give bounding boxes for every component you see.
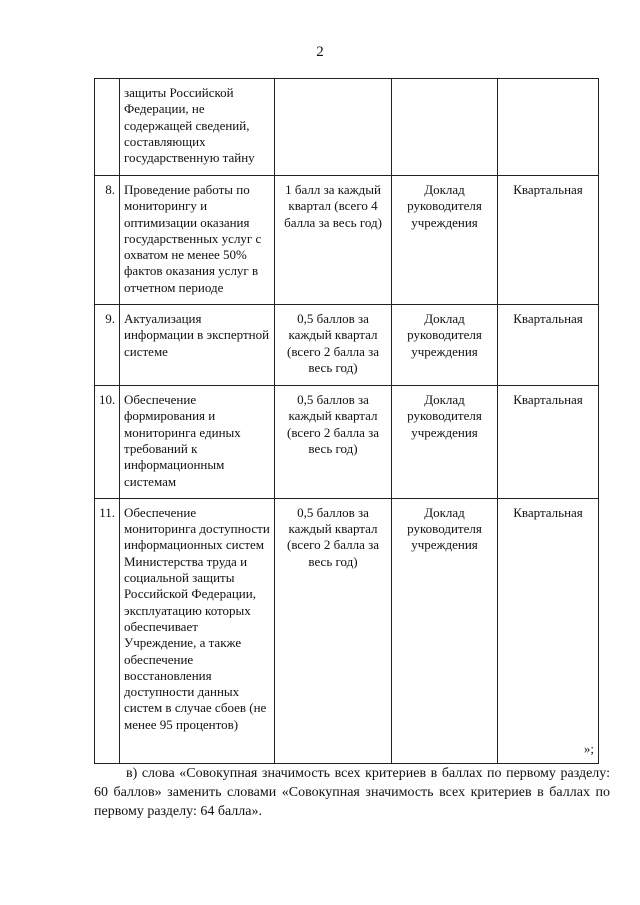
amendment-paragraph xyxy=(94,764,610,821)
criterion-period-cell xyxy=(498,498,599,763)
amendment-text: в) слова «Совокупная значимость всех критериев в баллах по первому разделу: 60 баллов» заменить словами «Совокупная значимость всех критериев в баллах по первому разделу: 64 балла». xyxy=(94,766,610,819)
row-number: 9. xyxy=(95,305,120,386)
criterion-score: 0,5 баллов за каждый квартал (всего 2 балла за весь год) xyxy=(275,305,392,386)
criterion-period xyxy=(498,79,599,176)
criterion-source: Доклад руководителя учреждения xyxy=(392,176,498,305)
criterion-period: Квартальная xyxy=(498,176,599,305)
criterion-source: Доклад руководителя учреждения xyxy=(392,305,498,386)
criterion-score: 0,5 баллов за каждый квартал (всего 2 балла за весь год) xyxy=(275,386,392,499)
table-row-11 xyxy=(95,498,599,763)
criterion-name: Обеспечение формирования и мониторинга единых требований к информационным системам xyxy=(120,386,275,499)
criterion-name: Актуализация информации в экспертной системе xyxy=(120,305,275,386)
criterion-period: Квартальная xyxy=(513,504,583,520)
table-row-continuation xyxy=(95,79,599,176)
page-number: 2 xyxy=(316,44,324,60)
criterion-score: 0,5 баллов за каждый квартал (всего 2 балла за весь год) xyxy=(275,498,392,763)
criterion-period: Квартальная xyxy=(498,305,599,386)
criterion-name: Проведение работы по мониторингу и оптимизации оказания государственных услуг с охватом не менее 50% фактов оказания услуг в отчетном периоде xyxy=(120,176,275,305)
criterion-score xyxy=(275,79,392,176)
closing-quote-mark: »; xyxy=(583,740,594,756)
row-number: 8. xyxy=(95,176,120,305)
criterion-source xyxy=(392,79,498,176)
row-number: 11. xyxy=(95,498,120,763)
criterion-name: Обеспечение мониторинга доступности информационных систем Министерства труда и социальной защиты Российской Федерации, эксплуатацию которых обеспечивает Учреждение, а также обеспечение восстановления доступности данных систем в случае сбоев (не менее 95 процентов) xyxy=(120,498,275,763)
table-row-8 xyxy=(95,176,599,305)
criterion-source: Доклад руководителя учреждения xyxy=(392,498,498,763)
criterion-source: Доклад руководителя учреждения xyxy=(392,386,498,499)
table-row-10 xyxy=(95,386,599,499)
row-number: 10. xyxy=(95,386,120,499)
criterion-period: Квартальная xyxy=(498,386,599,499)
row-number xyxy=(95,79,120,176)
table-row-9 xyxy=(95,305,599,386)
criteria-table xyxy=(94,78,599,764)
criterion-score: 1 балл за каждый квартал (всего 4 балла за весь год) xyxy=(275,176,392,305)
criterion-name: защиты Российской Федерации, не содержащей сведений, составляющих государственную тайну xyxy=(120,79,275,176)
